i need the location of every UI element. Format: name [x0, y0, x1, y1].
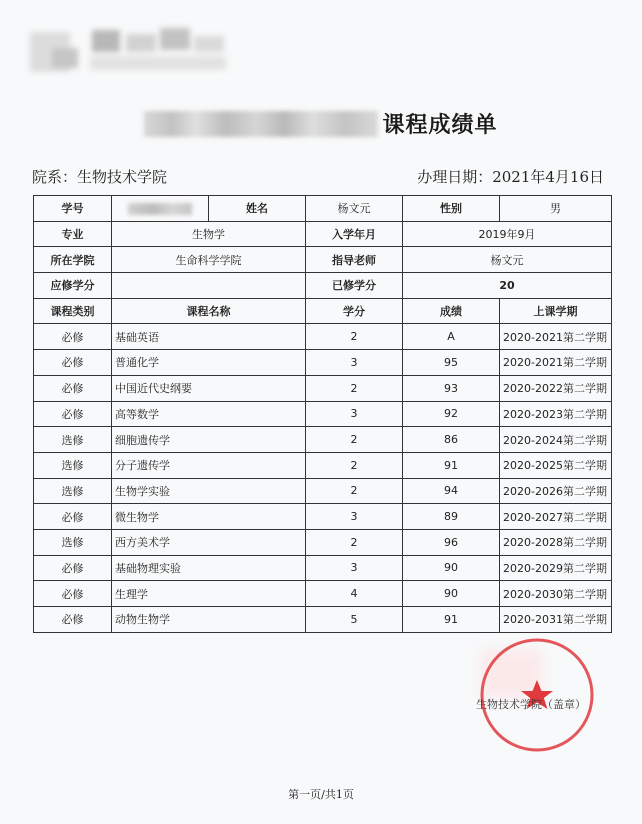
- advisor-value: 杨文元: [403, 247, 612, 273]
- course-grade: A: [403, 324, 500, 350]
- gender-label: 性别: [403, 196, 500, 222]
- course-category: 选修: [34, 529, 112, 555]
- document-title: 课程成绩单: [382, 112, 498, 138]
- course-grade: 89: [403, 504, 500, 530]
- name-label: 姓名: [209, 196, 306, 222]
- course-grade: 91: [403, 452, 500, 478]
- course-term: 2020-2026第二学期: [500, 478, 612, 504]
- course-term: 2020-2022第二学期: [500, 375, 612, 401]
- course-credits: 3: [306, 555, 403, 581]
- name-value: 杨文元: [306, 196, 403, 222]
- course-name: 生物学实验: [112, 478, 306, 504]
- course-name: 高等数学: [112, 401, 306, 427]
- course-term: 2020-2024第二学期: [500, 427, 612, 453]
- table-row: [34, 607, 612, 633]
- course-credits: 2: [306, 324, 403, 350]
- blurred-student-id: [128, 203, 192, 215]
- gender-value: 男: [500, 196, 612, 222]
- course-grade: 94: [403, 478, 500, 504]
- course-category: 选修: [34, 427, 112, 453]
- course-name: 西方美术学: [112, 529, 306, 555]
- course-grade: 93: [403, 375, 500, 401]
- course-term: 2020-2023第二学期: [500, 401, 612, 427]
- course-credits: 2: [306, 478, 403, 504]
- course-grade: 86: [403, 427, 500, 453]
- header-grade: 成绩: [403, 298, 500, 324]
- course-grade: 92: [403, 401, 500, 427]
- course-category: 必修: [34, 350, 112, 376]
- course-grade: 91: [403, 607, 500, 633]
- course-credits: 5: [306, 607, 403, 633]
- student-id-label: 学号: [34, 196, 112, 222]
- advisor-label: 指导老师: [306, 247, 403, 273]
- major-value: 生物学: [112, 221, 306, 247]
- table-row: [34, 427, 612, 453]
- earned-credits-label: 已修学分: [306, 273, 403, 299]
- course-credits: 2: [306, 427, 403, 453]
- course-category: 必修: [34, 375, 112, 401]
- table-row: [34, 529, 612, 555]
- info-row-id: [34, 196, 612, 222]
- course-category: 必修: [34, 324, 112, 350]
- major-label: 专业: [34, 221, 112, 247]
- course-category: 必修: [34, 607, 112, 633]
- college-value: 生命科学学院: [112, 247, 306, 273]
- course-name: 基础物理实验: [112, 555, 306, 581]
- enroll-value: 2019年9月: [403, 221, 612, 247]
- course-category: 选修: [34, 452, 112, 478]
- blurred-logo: [30, 26, 226, 78]
- document-title-row: [0, 108, 642, 144]
- course-term: 2020-2021第二学期: [500, 350, 612, 376]
- course-grade: 90: [403, 581, 500, 607]
- official-seal: [478, 636, 596, 754]
- course-term: 2020-2021第二学期: [500, 324, 612, 350]
- table-row: [34, 375, 612, 401]
- course-term: 2020-2028第二学期: [500, 529, 612, 555]
- table-row: [34, 324, 612, 350]
- course-credits: 3: [306, 504, 403, 530]
- table-row: [34, 504, 612, 530]
- table-row: [34, 452, 612, 478]
- earned-credits-value: 20: [403, 273, 612, 299]
- info-row-credits: [34, 273, 612, 299]
- page-footer: 第一页/共1页: [288, 788, 354, 801]
- course-term: 2020-2027第二学期: [500, 504, 612, 530]
- course-term: 2020-2030第二学期: [500, 581, 612, 607]
- course-term: 2020-2029第二学期: [500, 555, 612, 581]
- course-credits: 3: [306, 401, 403, 427]
- course-name: 基础英语: [112, 324, 306, 350]
- course-category: 必修: [34, 401, 112, 427]
- course-category: 必修: [34, 504, 112, 530]
- header-term: 上课学期: [500, 298, 612, 324]
- table-row: [34, 350, 612, 376]
- course-credits: 2: [306, 375, 403, 401]
- course-term: 2020-2025第二学期: [500, 452, 612, 478]
- enroll-label: 入学年月: [306, 221, 403, 247]
- seal-text: 生物技术学院（盖章）: [476, 698, 586, 711]
- course-name: 中国近代史纲要: [112, 375, 306, 401]
- course-grade: 95: [403, 350, 500, 376]
- header-credits: 学分: [306, 298, 403, 324]
- course-header-row: [34, 298, 612, 324]
- course-credits: 3: [306, 350, 403, 376]
- transcript-table: [33, 195, 612, 633]
- course-name: 动物生物学: [112, 607, 306, 633]
- course-name: 分子遗传学: [112, 452, 306, 478]
- course-category: 必修: [34, 555, 112, 581]
- issue-date-line: 办理日期：2021年4月16日: [417, 168, 604, 186]
- info-row-major: [34, 221, 612, 247]
- course-rows: [34, 324, 612, 632]
- info-row-college: [34, 247, 612, 273]
- course-name: 生理学: [112, 581, 306, 607]
- course-credits: 2: [306, 452, 403, 478]
- student-id-value: [112, 196, 209, 222]
- course-category: 必修: [34, 581, 112, 607]
- course-grade: 90: [403, 555, 500, 581]
- table-row: [34, 478, 612, 504]
- table-row: [34, 401, 612, 427]
- department-line: 院系：生物技术学院: [32, 168, 168, 186]
- blurred-university-name: [144, 111, 378, 137]
- header-course-name: 课程名称: [112, 298, 306, 324]
- course-name: 普通化学: [112, 350, 306, 376]
- table-row: [34, 581, 612, 607]
- course-name: 细胞遗传学: [112, 427, 306, 453]
- table-row: [34, 555, 612, 581]
- course-grade: 96: [403, 529, 500, 555]
- course-category: 选修: [34, 478, 112, 504]
- course-term: 2020-2031第二学期: [500, 607, 612, 633]
- required-credits-label: 应修学分: [34, 273, 112, 299]
- course-credits: 2: [306, 529, 403, 555]
- course-credits: 4: [306, 581, 403, 607]
- header-category: 课程类别: [34, 298, 112, 324]
- college-label: 所在学院: [34, 247, 112, 273]
- required-credits-value: [112, 273, 306, 299]
- course-name: 微生物学: [112, 504, 306, 530]
